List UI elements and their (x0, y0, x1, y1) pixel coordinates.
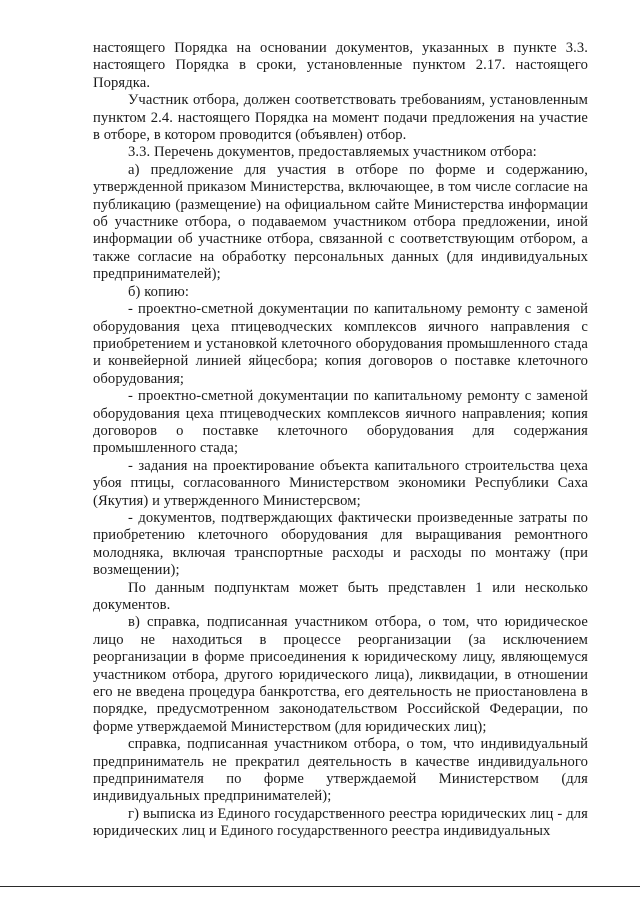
document-page (93, 40, 588, 841)
paragraph-2: Участник отбора, должен соответствовать требованиям, установленным пунктом 2.4. настоящего Порядка на момент подачи предложения на участие в отборе, в котором проводится (объявлен) отбор. (93, 92, 588, 144)
paragraph-10: По данным подпунктам может быть представлен 1 или несколько документов. (93, 579, 588, 613)
paragraph-9: - документов, подтверждающих фактически произведенные затраты по приобретению клеточного оборудования для выращивания ремонтного молодняка, включая транспортные расходы и расходы по монтажу (при возмещении); (93, 509, 588, 579)
paragraph-11: в) справка, подписанная участником отбора, о том, что юридическое лицо не находиться в процессе реорганизации (за исключением реорганизации в форме присоединения к юридическому лицу, являющемуся участником отбора, другого юридического лица), ликвидации, в отношении его не введена процедура банкротства, его деятельность не приостановлена в порядке, предусмотренном законодательством Российской Федерации, по форме утверждаемой Министерством (для юридических лиц); (93, 614, 588, 735)
paragraph-4: а) предложение для участия в отборе по форме и содержанию, утвержденной приказом Министерства, включающее, в том числе согласие на публикацию (размещение) на официальном сайте Министерства информации об участнике отбора, о подаваемом участником отбора предложении, иной информации об участнике отбора, связанной с соответствующим отбором, а также согласие на обработку персональных данных (для индивидуальных предпринимателей); (93, 161, 588, 283)
paragraph-13: г) выписка из Единого государственного реестра юридических лиц - для юридических лиц и Единого государственного реестра индивидуальных (93, 805, 588, 840)
paragraph-3: 3.3. Перечень документов, предоставляемых участником отбора: (128, 144, 537, 161)
paragraph-12: справка, подписанная участником отбора, о том, что индивидуальный предприниматель не прекратил деятельность в качестве индивидуального предпринимателя по форме утверждаемой Министерством (для индивидуальных предпринимателей); (93, 736, 588, 805)
paragraph-5: б) копию: (128, 283, 190, 300)
footer-rule (0, 886, 640, 887)
paragraph-6: - проектно-сметной документации по капитальному ремонту с заменой оборудования цеха птицеводческих комплексов яичного направления с приобретением и установкой клеточного оборудования промышленного стада и конвейерной линией яйцесбора; копия договоров о поставке клеточного оборудования; (93, 301, 588, 387)
paragraph-1: настоящего Порядка на основании документов, указанных в пункте 3.3. настоящего Порядка в сроки, установленные пунктом 2.17. настоящего Порядка. (93, 40, 588, 91)
paragraph-7: - проектно-сметной документации по капитальному ремонту с заменой оборудования цеха птицеводческих комплексов яичного направления; копия договоров о поставке клеточного оборудования для содержания промышленного стада; (93, 388, 588, 457)
paragraph-8: - задания на проектирование объекта капитального строительства цеха убоя птицы, согласованного Министерством экономики Республики Саха (Якутия) и утвержденного Министерсвом; (93, 457, 588, 509)
